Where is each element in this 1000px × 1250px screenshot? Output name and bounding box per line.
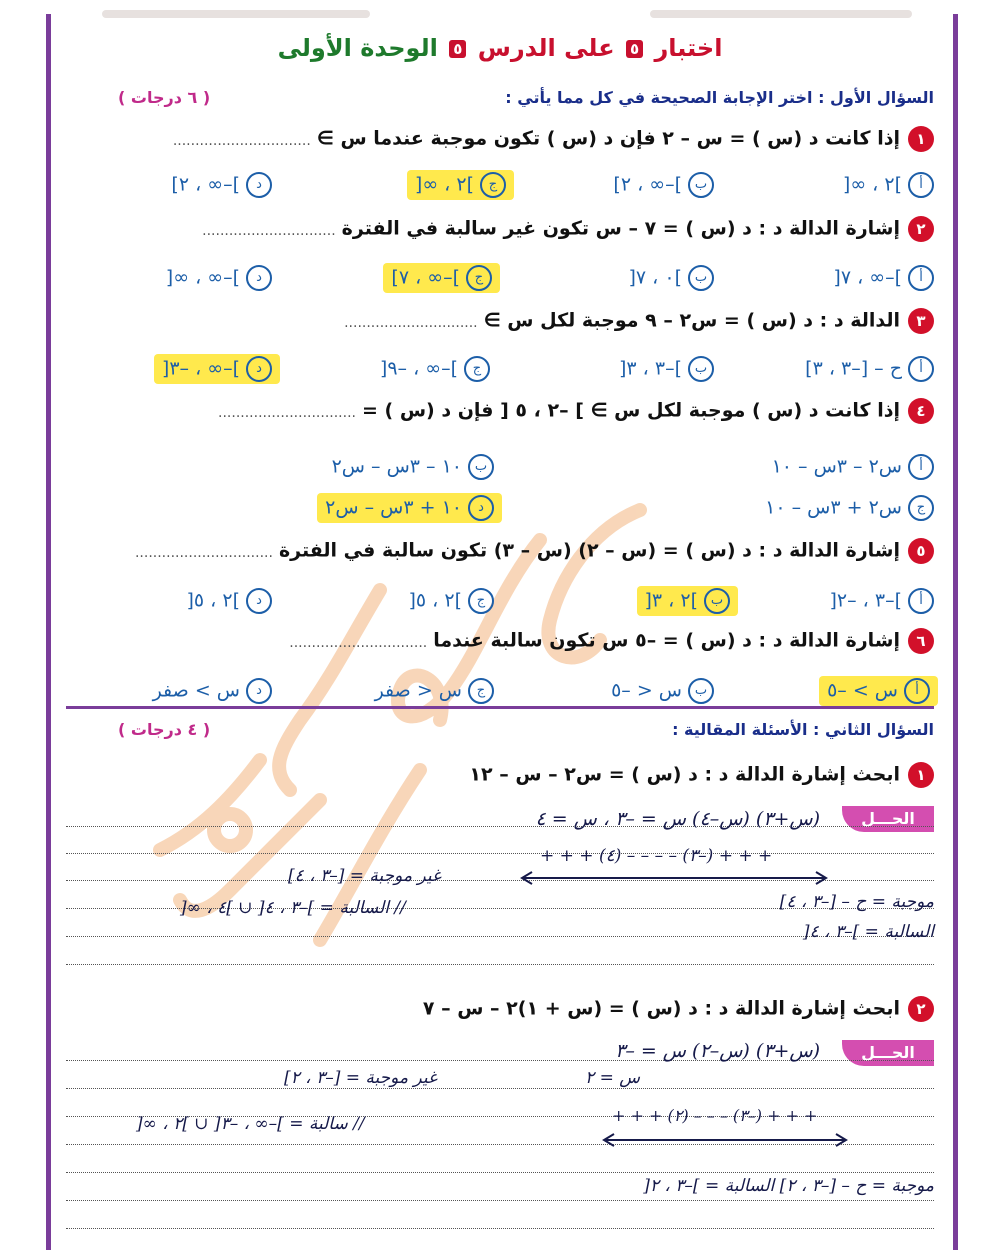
mcq-2-blank: .............................. [202, 222, 336, 239]
mcq-6-text [289, 628, 934, 654]
title-lesson-number: ٥ [449, 40, 466, 58]
option-label: ج [464, 356, 490, 382]
mcq-1-text [173, 126, 934, 152]
option-label: أ [908, 588, 934, 614]
option-text: ]٢ ، ٥[ [186, 589, 240, 612]
option-label: ج [480, 172, 506, 198]
mcq-4-number: ٤ [908, 398, 934, 424]
mcq-5-number: ٥ [908, 538, 934, 564]
essay-1-number: ١ [908, 762, 934, 788]
solution-label-2: الحـــل [842, 1040, 934, 1066]
mcq-2-option-b[interactable] [629, 265, 715, 291]
handwritten-positive-1: موجبة = ح – [–٣ ، ٤] [779, 892, 934, 912]
option-label: ب [688, 265, 714, 291]
option-text: ]٠ ، ٧[ [628, 266, 682, 289]
mcq-4-option-a[interactable] [772, 454, 934, 480]
handwritten-root-2: س = ٢ [585, 1068, 640, 1088]
mcq-5-option-c[interactable] [409, 588, 495, 614]
option-text: س٢ – ٣س – ١٠ [771, 455, 902, 478]
option-label: ج [468, 678, 494, 704]
option-text: ح – [–٣ ، ٣] [805, 357, 902, 380]
mcq-2-option-d[interactable] [166, 265, 272, 291]
option-text: ]–٣ ، ٣[ [619, 357, 682, 380]
section-divider [66, 706, 934, 709]
mcq-2-option-a[interactable] [833, 265, 934, 291]
mcq-3-number: ٣ [908, 308, 934, 334]
option-text: ]–∞ ، ٧[ [833, 266, 902, 289]
option-text: ]–∞ ، ٧] [391, 266, 460, 289]
option-label: ب [688, 172, 714, 198]
title-unit: الوحدة الأولى [277, 34, 438, 62]
mcq-6-blank: ............................... [289, 634, 428, 651]
option-label: د [246, 356, 272, 382]
mcq-3-option-a[interactable] [805, 356, 934, 382]
option-text: ]–∞ ، ∞[ [165, 266, 240, 289]
mcq-3-statement: الدالة د : د (س ) = س٢ – ٩ موجبة لكل س ∋ [483, 309, 900, 332]
handwritten-factoring-2: (س+٣) (س–٢) س = –٣ [615, 1040, 820, 1062]
page-title [0, 34, 1000, 62]
handwritten-negative-2: // سالبة = ]–∞ ، –٣[ ∪ ]٢ ، ∞[ [136, 1114, 365, 1134]
ruled-line [66, 1228, 934, 1229]
mcq-3-text [344, 308, 934, 334]
option-text: س > –٥ [827, 679, 898, 702]
title-exam-number: ٥ [626, 40, 643, 58]
mcq-4-option-b[interactable] [332, 454, 494, 480]
handwritten-negative-1b: السالبة = ]–٣ ، ٤[ [802, 922, 934, 942]
option-text: ]–∞ ، –٣[ [161, 357, 240, 380]
option-text: ]–∞ ، ٢] [171, 173, 240, 196]
handwritten-sign-chart-2: + + + (–٣) – – – (٢) + + + [612, 1106, 818, 1125]
mcq-6-statement: إشارة الدالة د : د (س ) = –٥ س تكون سالبة عندما [433, 629, 900, 652]
mcq-6-option-a-highlighted[interactable] [819, 676, 938, 706]
essay-1-text [469, 762, 934, 788]
solution-label-1: الحـــل [842, 806, 934, 832]
mcq-5-option-d[interactable] [187, 588, 273, 614]
question-one-grade: ( ٦ درجات ) [118, 88, 211, 107]
option-label: ج [466, 265, 492, 291]
option-text: ]٢ ، ∞[ [414, 173, 474, 196]
option-label: أ [904, 678, 930, 704]
option-label: د [246, 172, 272, 198]
option-label: د [246, 678, 272, 704]
question-one-heading: السؤال الأول : اختر الإجابة الصحيحة في كل مما يأتي : [505, 88, 934, 107]
mcq-4-option-d-highlighted[interactable] [317, 493, 502, 523]
handwritten-positive-2: موجبة = ح – [–٣ ، ٢] السالبة = ]–٣ ، ٢[ [643, 1176, 934, 1196]
option-label: ب [688, 678, 714, 704]
mcq-5-option-b-highlighted[interactable] [637, 586, 739, 616]
number-line-1 [518, 866, 830, 890]
mcq-2-text [202, 216, 934, 242]
mcq-5-option-a[interactable] [830, 588, 935, 614]
mcq-2-option-c-highlighted[interactable] [383, 263, 500, 293]
option-label: أ [908, 454, 934, 480]
mcq-6-option-b[interactable] [611, 678, 714, 704]
mcq-2-statement: إشارة الدالة د : د (س ) = ٧ – س تكون غير سالبة في الفترة [341, 217, 900, 240]
option-label: ب [688, 356, 714, 382]
essay-2-number: ٢ [908, 996, 934, 1022]
ruled-line [66, 1172, 934, 1173]
mcq-5-text [135, 538, 934, 564]
mcq-6-option-d[interactable] [153, 678, 272, 704]
mcq-3-option-b[interactable] [619, 356, 714, 382]
ruled-line [66, 964, 934, 965]
handwritten-nonpositive-1: غير موجبة = [–٣ ، ٤] [288, 866, 441, 886]
option-label: د [246, 588, 272, 614]
question-two-heading: السؤال الثاني : الأسئلة المقالية : [672, 720, 934, 739]
option-label: أ [908, 265, 934, 291]
option-text: س > صفر [152, 679, 240, 702]
mcq-3-blank: .............................. [344, 314, 478, 331]
option-text: ]٢ ، ∞[ [842, 173, 902, 196]
mcq-1-option-c-highlighted[interactable] [407, 170, 514, 200]
option-text: ]–∞ ، ٢] [613, 173, 682, 196]
mcq-6-number: ٦ [908, 628, 934, 654]
option-text: س < صفر [374, 679, 462, 702]
mcq-4-statement: إذا كانت د (س ) موجبة لكل س ∋ ] –٢ ، ٥ [ فإن د (س ) = [361, 399, 900, 422]
mcq-5-statement: إشارة الدالة د : د (س ) = (س – ٢) (س – ٣) تكون سالبة في الفترة [278, 539, 900, 562]
option-text: ١٠ – ٣س – س٢ [331, 455, 462, 478]
mcq-1-option-a[interactable] [843, 172, 934, 198]
option-label: د [468, 495, 494, 521]
option-text: ]–٣ ، –٢[ [829, 589, 902, 612]
essay-1-statement: ابحث إشارة الدالة د : د (س ) = س٢ – س – ١٢ [469, 763, 900, 786]
mcq-3-option-c[interactable] [380, 356, 490, 382]
mcq-3-option-d-highlighted[interactable] [154, 354, 280, 384]
mcq-4-text [218, 398, 934, 424]
handwritten-nonpositive-2: غير موجبة = [–٣ ، ٢] [284, 1068, 437, 1088]
option-label: ب [704, 588, 730, 614]
option-label: ب [468, 454, 494, 480]
option-text: س < –٥ [611, 679, 682, 702]
essay-2-text [423, 996, 934, 1022]
mcq-5-blank: ............................... [134, 544, 273, 561]
option-text: ١٠ + ٣س – س٢ [325, 496, 462, 519]
ruled-line [66, 853, 934, 854]
option-label: أ [908, 356, 934, 382]
mcq-4-option-c[interactable] [765, 495, 934, 521]
number-line-2 [600, 1128, 850, 1152]
question-two-grade: ( ٤ درجات ) [118, 720, 211, 739]
mcq-1-blank: ............................... [172, 132, 311, 149]
handwritten-sign-chart-1: + + + (–٣) – – – – (٤) + + + [540, 846, 773, 866]
option-label: ج [908, 495, 934, 521]
ruled-line [66, 1200, 934, 1201]
mcq-1-number: ١ [908, 126, 934, 152]
handwritten-negative-1: // السالبة = ]–٣ ، ٤[ ∪ ]٤ ، ∞[ [180, 898, 406, 918]
mcq-6-option-c[interactable] [375, 678, 494, 704]
mcq-1-option-d[interactable] [171, 172, 272, 198]
option-text: ]٢ ، ٥[ [408, 589, 462, 612]
mcq-1-statement: إذا كانت د (س ) = س – ٢ فإن د (س ) تكون موجبة عندما س ∋ [316, 127, 900, 150]
essay-2-statement: ابحث إشارة الدالة د : د (س ) = (س + ١)٢ – س – ٧ [422, 997, 900, 1020]
option-label: أ [908, 172, 934, 198]
ruled-line [66, 1088, 934, 1089]
title-exam: اختبار [654, 34, 723, 62]
mcq-1-option-b[interactable] [613, 172, 714, 198]
option-label: د [246, 265, 272, 291]
mcq-2-number: ٢ [908, 216, 934, 242]
mcq-4-blank: ............................... [218, 404, 356, 421]
title-lesson: على الدرس [477, 34, 615, 62]
option-text: س٢ + ٣س – ١٠ [765, 496, 902, 519]
option-label: ج [468, 588, 494, 614]
option-text: ]–∞ ، –٩[ [379, 357, 458, 380]
handwritten-factoring-1: (س+٣) (س–٤) س = –٣ ، س = ٤ [535, 808, 820, 830]
option-text: ]٢ ، ٣[ [644, 589, 698, 612]
